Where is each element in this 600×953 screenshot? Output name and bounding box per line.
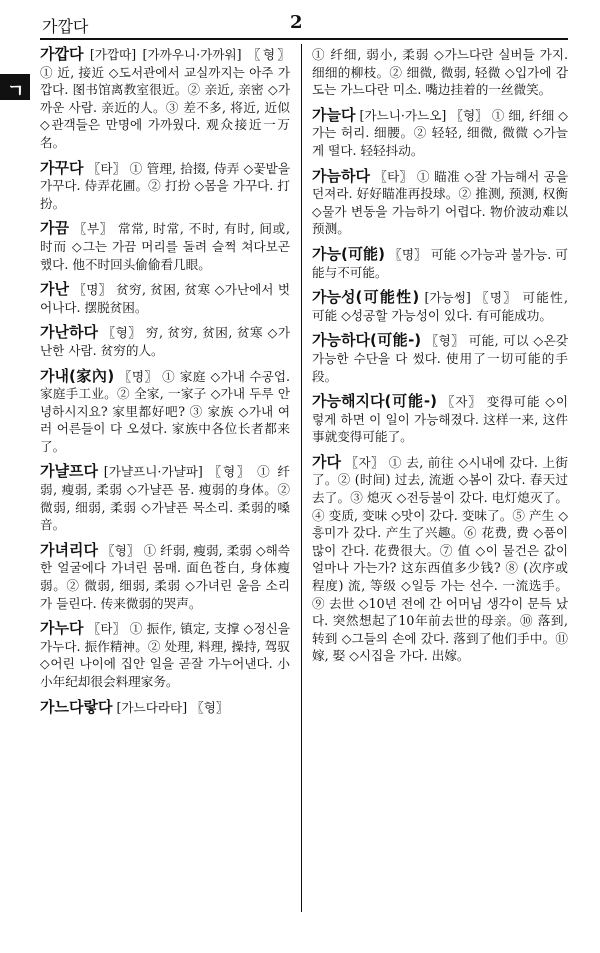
dictionary-entry: [40, 463, 290, 533]
running-headword: 가깝다: [42, 17, 89, 36]
entry-headword: 가깝다: [40, 45, 84, 63]
entry-headword: 가내(家內): [40, 366, 115, 385]
entry-definition: [가느다라타] 〖형〗: [112, 699, 229, 715]
entry-definition: 〖타〗 ① 管理, 拾掇, 侍弄 ◇꽃밭을 가꾸다. 侍弄花圃。② 打扮 ◇몸을 가꾸다. 打扮。: [40, 160, 290, 211]
entry-headword: 가늠하다: [312, 166, 370, 185]
entry-definition: 〖타〗 ① 振作, 镇定, 支撑 ◇정신을 가누다. 振作精神。② 处理, 料理, 操持, 驾驭 ◇어린 나이에 집안 일을 곧잘 가누어낸다. 小小年纪却很会料理家务。: [40, 621, 290, 689]
entry-definition: 〖형〗 穷, 贫穷, 贫困, 贫寒 ◇가난한 사람. 贫穷的人。: [40, 325, 290, 358]
dictionary-entry: [40, 542, 290, 612]
entry-headword: 가난: [40, 280, 69, 299]
entry-headword: 가다: [312, 452, 341, 471]
entry-definition: 〖명〗 可能 ◇가능과 불가능. 可能与不可能。: [312, 246, 568, 280]
dictionary-entry: [40, 160, 290, 213]
dictionary-entry: [40, 46, 290, 152]
entry-headword: 가늘다: [312, 105, 356, 124]
entry-headword: 가느다랗다: [40, 697, 113, 716]
dictionary-entry: [312, 107, 568, 160]
thumb-index-letter: ㄱ: [7, 81, 25, 102]
entry-definition: 〖명〗 ① 家庭 ◇가내 수공업. 家庭手工业。② 全家, 一家子 ◇가내 두루 안녕하시지요? 家里都好吧? ③ 家族 ◇가내 여러 어른들이 다 오셨다. 家族中各位长者都来了。: [40, 368, 290, 454]
left-column: [40, 46, 290, 724]
entry-headword: 가능해지다(可能-): [312, 392, 437, 411]
dictionary-entry: [40, 324, 290, 359]
header-rule: [40, 38, 568, 40]
dictionary-entry: [312, 46, 568, 99]
dictionary-entry: [40, 368, 290, 456]
dictionary-entry: [312, 168, 568, 238]
entry-definition: [가냘프니·가냘파] 〖형〗 ① 纤弱, 瘦弱, 柔弱 ◇가냘픈 몸. 瘦弱的身体。② 微弱, 细弱, 柔弱 ◇가냘픈 목소리. 柔弱的嗓音。: [40, 464, 290, 533]
entry-headword: 가냘프다: [40, 462, 98, 481]
dictionary-entry: [312, 289, 568, 324]
dictionary-entry: [40, 220, 290, 273]
entry-definition: [가깝따] [가까우니·가까워] 〖형〗 ① 近, 接近 ◇도서관에서 교실까지는 아주 가깝다. 图书馆离教室很近。② 亲近, 亲密 ◇가까운 사람. 亲近的人。③ 差不多, 将近, 近似 ◇관객들은 만명에 가까웠다. 观众接近一万名。: [40, 47, 290, 150]
entry-definition: 〖자〗 变得可能 ◇이렇게 하면 이 일이 가능해졌다. 这样一来, 这件事就变得可能了。: [312, 394, 568, 445]
dictionary-entry: [40, 699, 290, 717]
dictionary-entry: [40, 281, 290, 316]
entry-definition: [가능썽] 〖명〗 可能性, 可能 ◇성공할 가능성이 있다. 有可能成功。: [312, 290, 568, 323]
column-divider: [301, 44, 302, 912]
entry-definition: ① 纤细, 弱小, 柔弱 ◇가느다란 실버들 가지. 细细的柳枝。② 细微, 微弱, 轻微 ◇입가에 감도는 가느다란 미소. 嘴边挂着的一丝微笑。: [312, 47, 568, 98]
dictionary-entry: [40, 620, 290, 690]
entry-definition: 〖형〗 可能, 可以 ◇온갖 가능한 수단을 다 썼다. 使用了一切可能的手段。: [312, 333, 568, 384]
entry-headword: 가능성(可能性): [312, 288, 420, 307]
entry-definition: 〖형〗 ① 纤弱, 瘦弱, 柔弱 ◇해쓱한 얼굴에다 가녀린 몸매. 面色苍白, 身体瘦弱。② 微弱, 细弱, 柔弱 ◇가녀린 울음 소리가 들린다. 传来微弱的哭声。: [40, 542, 290, 611]
entry-definition: 〖타〗 ① 瞄准 ◇잘 가늠해서 공을 던져라. 好好瞄准再投球。② 推测, 预测, 权衡 ◇물가 변동을 가늠하기 어렵다. 物价波动难以预测。: [312, 168, 568, 237]
dictionary-entry: [312, 246, 568, 281]
entry-headword: 가난하다: [40, 323, 98, 342]
dictionary-entry: [312, 332, 568, 385]
entry-headword: 가끔: [40, 219, 69, 238]
entry-definition: [가느니·가느오] 〖형〗 ① 细, 纤细 ◇가는 허리. 细腰。② 轻轻, 细微, 微微 ◇가늘게 떨다. 轻轻抖动。: [312, 107, 568, 158]
entry-definition: 〖부〗 常常, 时常, 不时, 有时, 间或, 时而 ◇그는 가끔 머리를 돌려 슬쩍 쳐다보곤 했다. 他不时回头偷偷看几眼。: [40, 221, 290, 272]
right-column: [312, 46, 568, 673]
page-header: [0, 0, 600, 40]
entry-headword: 가녀리다: [40, 540, 98, 559]
entry-headword: 가누다: [40, 619, 84, 638]
entry-headword: 가꾸다: [40, 158, 84, 177]
thumb-index-tab: [0, 74, 30, 100]
entry-headword: 가능하다(可能-): [312, 331, 422, 350]
dictionary-entry: [312, 393, 568, 446]
entry-definition: 〖명〗 贫穷, 贫困, 贫寒 ◇가난에서 벗어나다. 摆脱贫困。: [40, 282, 290, 315]
dictionary-entry: [312, 454, 568, 665]
entry-definition: 〖자〗 ① 去, 前往 ◇시내에 갔다. 上街了。② (时间) 过去, 流逝 ◇봄이 갔다. 春天过去了。③ 熄灭 ◇전등불이 갔다. 电灯熄灭了。④ 变质, 变味 ◇맛이 갔다. 变味了。⑤ 产生 ◇흥미가 갔다. 产生了兴趣。⑥ 花费, 费 ◇품이 많이 간다. 花费很大。⑦ 值 ◇이 물건은 값이 얼마나 가는가? 这东西值多少钱? ⑧ (次序或程度) 流, 等级 ◇일등 가는 선수. 一流选手。⑨ 去世 ◇10년 전에 간 어머님 생각이 문득 났다. 突然想起了10年前去世的母亲。⑩ 落到, 转到 ◇그들의 손에 갔다. 落到了他们手中。⑪ 嫁, 娶 ◇시집을 가다. 出嫁。: [312, 454, 568, 664]
page-number: 2: [290, 12, 303, 33]
entry-headword: 가능(可能): [312, 244, 386, 263]
